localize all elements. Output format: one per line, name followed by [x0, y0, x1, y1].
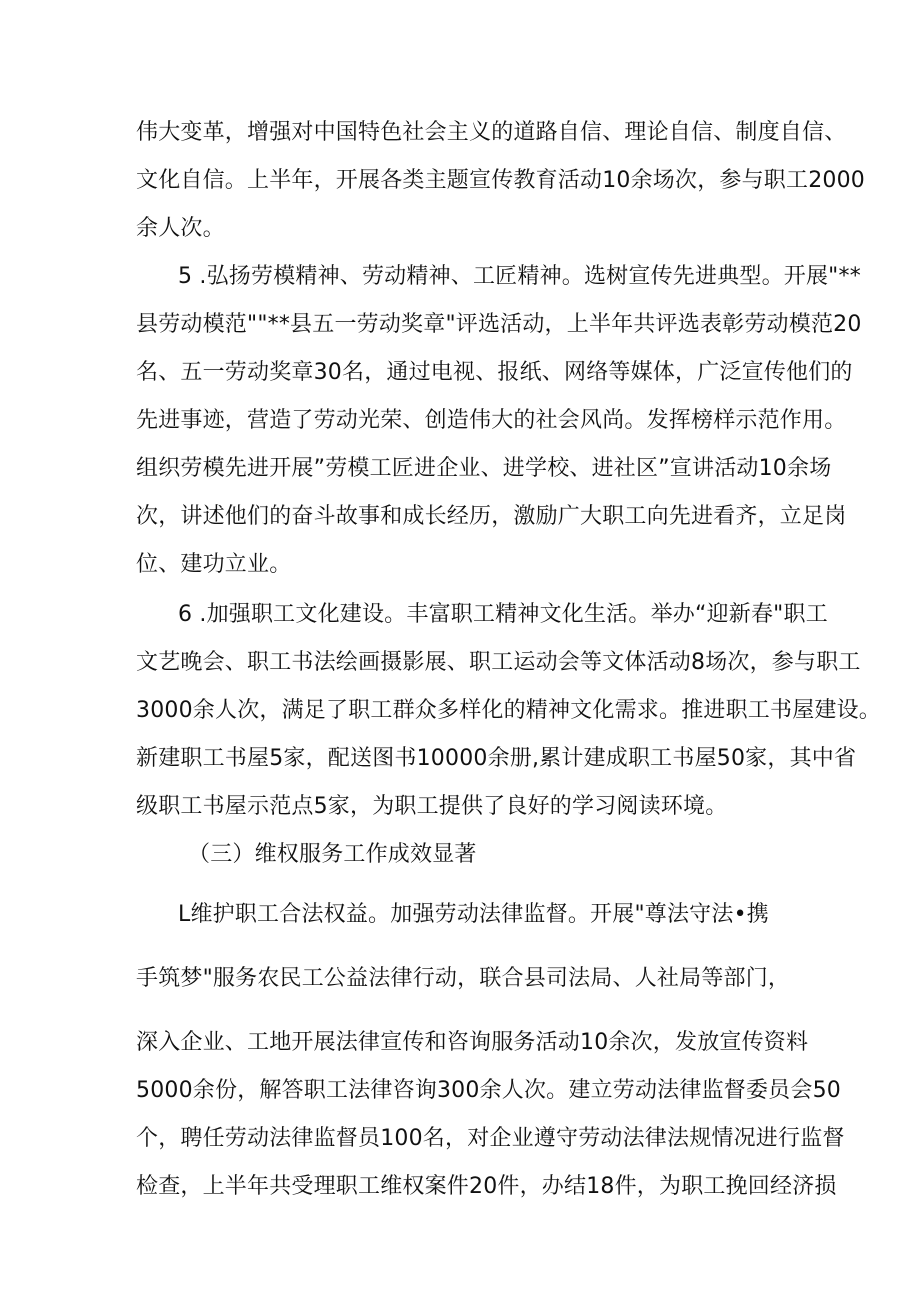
text-line: 余人次。	[136, 216, 225, 241]
text-line: 手筑梦"服务农民工公益法律行动，联合县司法局、人社局等部门，	[136, 966, 791, 991]
text-line: 检查，上半年共受理职工维权案件20件，办结18件，为职工挽回经济损	[136, 1174, 837, 1199]
text-line: 名、五一劳动奖章30名，通过电视、报纸、网络等媒体，广泛宣传他们的	[136, 360, 853, 385]
text-line: 次，讲述他们的奋斗故事和成长经历，激励广大职工向先进看齐，立足岗	[136, 504, 847, 529]
section-heading: （三）维权服务工作成效显著	[188, 842, 477, 867]
text-line: 文化自信。上半年，开展各类主题宣传教育活动10余场次，参与职工2000	[136, 168, 865, 193]
text-line: 新建职工书屋5家，配送图书10000余册,累计建成职工书屋50家，其中省	[136, 746, 857, 771]
text-line: 组织劳模先进开展”劳模工匠进企业、进学校、进社区”宣讲活动10余场	[136, 456, 832, 481]
text-line: 文艺晚会、职工书法绘画摄影展、职工运动会等文体活动8场次，参与职工	[136, 650, 861, 675]
text-line: 伟大变革，增强对中国特色社会主义的道路自信、理论自信、制度自信、	[136, 120, 847, 145]
text-line: 3000余人次，满足了职工群众多样化的精神文化需求。推进职工书屋建设。	[136, 698, 881, 723]
text-line: 先进事迹，营造了劳动光荣、创造伟大的社会风尚。发挥榜样示范作用。	[136, 408, 847, 433]
text-line: 6 .加强职工文化建设。丰富职工精神文化生活。举办“迎新春"职工	[178, 602, 828, 627]
text-line: 级职工书屋示范点5家，为职工提供了良好的学习阅读环境。	[136, 794, 728, 819]
text-line: 位、建功立业。	[136, 552, 292, 577]
text-line: 个，聘任劳动法律监督员100名，对企业遵守劳动法律法规情况进行监督	[136, 1126, 845, 1151]
text-line: 深入企业、工地开展法律宣传和咨询服务活动10余次，发放宣传资料	[136, 1030, 809, 1055]
text-line: 县劳动模范""**县五一劳动奖章"评选活动，上半年共评选表彰劳动模范20	[136, 312, 862, 337]
text-line: L维护职工合法权益。加强劳动法律监督。开展"尊法守法•携	[178, 902, 769, 927]
text-line: 5000余份，解答职工法律咨询300余人次。建立劳动法律监督委员会50	[136, 1078, 841, 1103]
text-line: 5 .弘扬劳模精神、劳动精神、工匠精神。选树宣传先进典型。开展"**	[178, 264, 861, 289]
